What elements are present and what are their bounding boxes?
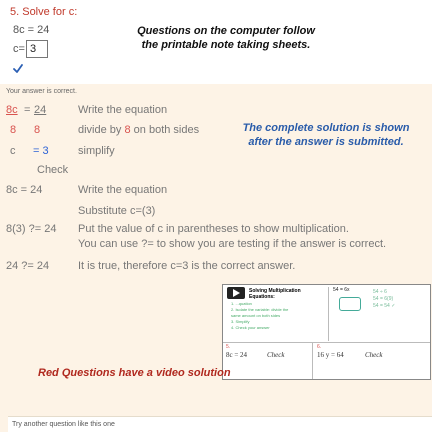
video-thumbnail[interactable]: [222, 284, 431, 380]
check-title: Check: [37, 164, 69, 176]
sol-r3-b: = 3: [33, 145, 49, 157]
thumb-questions: [223, 343, 430, 379]
answer-prefix: c=: [13, 43, 25, 55]
check-icon: [13, 64, 23, 74]
thumb-q6-check: Check: [365, 351, 383, 359]
answer-row: [13, 40, 48, 58]
check-r4-desc: It is true, therefore c=3 is the correct answer.: [78, 260, 296, 272]
sol-r2-b: 8: [34, 124, 41, 136]
thumb-scrawl: 54 ÷ 6 54 = 6(9) 54 = 54 ✓: [373, 289, 396, 309]
check-r3-desc1: Put the value of c in parentheses to show multiplication.: [78, 223, 349, 235]
sol-r3-desc: simplify: [78, 145, 115, 157]
thumb-q5: 5. 8c = 24 Check: [223, 343, 313, 379]
thumb-q6-eq: 16 y = 64: [317, 351, 344, 359]
check-r1-desc: Write the equation: [78, 184, 168, 196]
play-button[interactable]: [227, 287, 245, 299]
sol-r2-desc: divide by 8 on both sides: [78, 124, 200, 136]
sol-r1-desc: Write the equation: [78, 104, 168, 116]
check-r3-lhs: 8(3) ?= 24: [6, 223, 57, 235]
try-another-label: Try another question like this one: [12, 421, 115, 428]
sol-r3-a: c: [10, 145, 16, 157]
thumb-notes: [223, 285, 430, 343]
note-video-solution: Red Questions have a video solution: [38, 367, 231, 379]
note-solution-shown: The complete solution is shown after the answer is submitted.: [242, 122, 410, 148]
thumb-card: Solving Multiplication Equations: 1. ...quation 2. Isolate the variable: divide the same amount on both sides 3. Simplify 4. Check your answer: [225, 287, 329, 341]
thumb-q6-num: 6.: [317, 344, 322, 350]
sol-r1-b: 24: [34, 104, 47, 116]
question-equation: 8c = 24: [13, 24, 50, 36]
check-r2-desc: Substitute c=(3): [78, 205, 156, 217]
sol-r2-a: 8: [10, 124, 17, 136]
check-r4-lhs: 24 ?= 24: [6, 260, 50, 272]
thumb-card-title: Solving Multiplication Equations:: [249, 288, 301, 300]
check-r1-lhs: 8c = 24: [6, 184, 43, 196]
question-number: 5. Solve for c:: [10, 6, 78, 18]
correct-message: Your answer is correct.: [6, 88, 77, 95]
try-another-button[interactable]: [8, 416, 432, 432]
play-icon: [232, 289, 240, 297]
answer-input[interactable]: 3: [26, 40, 48, 58]
note-computer-follow: Questions on the computer follow the printable note taking sheets.: [137, 25, 315, 51]
sol-r1-eq: =: [24, 104, 31, 116]
sol-r1-a: 8c: [6, 104, 18, 116]
thumb-example-box: [339, 297, 361, 311]
thumb-example-eq: 54 = 6x: [333, 287, 350, 293]
check-r3-desc2: You can use ?= to show you are testing if the answer is correct.: [78, 238, 387, 250]
